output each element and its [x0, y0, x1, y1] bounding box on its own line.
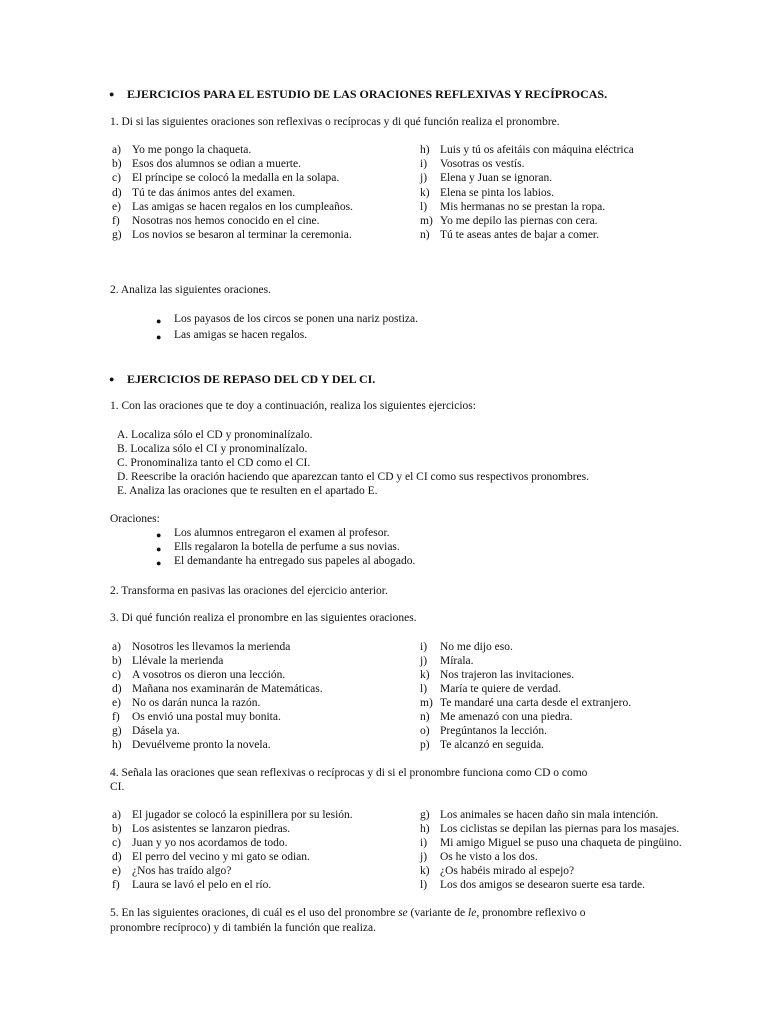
list-item: [112, 669, 285, 681]
list-item: [420, 669, 574, 681]
item-letter: e): [112, 865, 121, 877]
list-item: [420, 879, 645, 891]
item-letter: k): [420, 669, 430, 681]
item-letter: m): [420, 215, 433, 227]
list-item: [112, 809, 353, 821]
exercise-instruction-cont: pronombre recíproco) y di también la función que realiza.: [110, 922, 376, 934]
item-letter: e): [112, 200, 121, 213]
item-letter: h): [420, 823, 430, 835]
item-letter: a): [112, 641, 121, 653]
list-item: [420, 229, 599, 241]
list-item: [420, 201, 605, 213]
item-letter: g): [112, 725, 122, 737]
item-text: Llévale la merienda: [132, 655, 224, 667]
list-item: [420, 809, 658, 821]
item-letter: k): [420, 186, 430, 199]
item-letter: j): [420, 172, 428, 185]
item-letter: d): [112, 851, 122, 863]
item-letter: b): [112, 655, 122, 667]
item-text: Te alcanzó en seguida.: [440, 739, 544, 751]
item-letter: b): [112, 823, 122, 835]
item-letter: n): [420, 711, 430, 723]
item-letter: c): [112, 669, 121, 681]
list-item: [112, 641, 290, 653]
item-text: Os envió una postal muy bonita.: [132, 711, 281, 723]
item-letter: d): [112, 186, 122, 199]
exercise-instruction: 3. Di qué función realiza el pronombre en las siguientes oraciones.: [110, 612, 417, 624]
list-item: [420, 683, 561, 695]
item-letter: h): [420, 144, 430, 156]
list-item: Las amigas se hacen regalos.: [174, 329, 308, 341]
list-item: [112, 711, 281, 723]
item-letter: o): [420, 725, 430, 737]
item-text: Los animales se hacen daño sin mala intención.: [440, 809, 659, 821]
list-item: [420, 697, 631, 709]
item-letter: k): [420, 865, 430, 877]
item-letter: g): [112, 229, 122, 242]
list-bullet: ●: [156, 332, 162, 342]
item-text: Nosotras nos hemos conocido en el cine.: [132, 215, 320, 227]
list-item: Los alumnos entregaron el examen al profesor.: [174, 527, 390, 539]
exercise-instruction: 5. En las siguientes oraciones, di cuál es el uso del pronombre se (variante de le, pronombre reflexivo o: [110, 907, 586, 919]
list-item: [420, 655, 474, 667]
list-item: [112, 697, 260, 709]
item-text: Mi amigo Miguel se puso una chaqueta de pingüino.: [440, 837, 682, 849]
exercise-instruction: 4. Señala las oraciones que sean reflexivas o recíprocas y di si el pronombre funciona como CD o como: [110, 767, 588, 779]
item-text: Mañana nos examinarán de Matemáticas.: [132, 683, 323, 695]
item-text: A vosotros os dieron una lección.: [132, 669, 286, 681]
item-text: Te mandaré una carta desde el extranjero.: [440, 697, 632, 709]
list-item: [420, 187, 554, 199]
list-item: Los payasos de los circos se ponen una nariz postiza.: [174, 313, 418, 325]
exercise-instruction: 1. Di si las siguientes oraciones son reflexivas o recíprocas y di qué función realiza el pronombre.: [110, 116, 560, 128]
list-item: [112, 187, 295, 199]
item-letter: p): [420, 739, 430, 751]
item-text: Vosotras os vestís.: [440, 158, 525, 171]
item-text: Os he visto a los dos.: [440, 851, 538, 863]
task-item: B. Localiza sólo el CI y pronominalízalo.: [117, 443, 308, 455]
list-bullet: ●: [156, 544, 162, 554]
item-text: No os darán nunca la razón.: [132, 697, 261, 709]
item-letter: n): [420, 229, 430, 242]
item-letter: c): [112, 837, 121, 849]
item-letter: e): [112, 697, 121, 709]
list-item: [112, 851, 310, 863]
item-letter: l): [420, 879, 428, 891]
exercise-instruction-cont: CI.: [110, 781, 125, 793]
item-text: Juan y yo nos acordamos de todo.: [132, 837, 288, 849]
item-letter: a): [112, 144, 121, 156]
heading-bullet: ●: [109, 374, 115, 384]
list-item: [112, 144, 251, 156]
item-text: Los asistentes se lanzaron piedras.: [132, 823, 291, 835]
list-item: [112, 172, 339, 184]
item-text: Mis hermanas no se prestan la ropa.: [440, 200, 606, 213]
list-item: [420, 837, 682, 849]
list-item: El demandante ha entregado sus papeles al abogado.: [174, 555, 416, 567]
item-text: Yo me pongo la chaqueta.: [132, 144, 252, 156]
item-letter: j): [420, 851, 428, 863]
item-letter: f): [112, 711, 120, 723]
list-item: [420, 641, 513, 653]
list-item: [112, 158, 301, 170]
item-text: No me dijo eso.: [440, 641, 513, 653]
item-letter: g): [420, 809, 430, 821]
item-text: Tú te das ánimos antes del examen.: [132, 186, 296, 199]
item-letter: b): [112, 158, 122, 171]
list-item: [420, 215, 598, 227]
list-item: [112, 739, 271, 751]
item-letter: l): [420, 200, 428, 213]
list-item: [420, 711, 573, 723]
item-letter: j): [420, 655, 428, 667]
list-item: [112, 215, 319, 227]
task-item: D. Reescribe la oración haciendo que aparezcan tanto el CD y el CI como sus respectivos pronombres.: [117, 471, 589, 483]
item-letter: f): [112, 879, 120, 891]
item-text: Elena y Juan se ignoran.: [440, 172, 553, 185]
item-text: Pregúntanos la lección.: [440, 725, 547, 737]
list-item: [112, 879, 271, 891]
item-letter: h): [112, 739, 122, 751]
list-item: [112, 837, 288, 849]
item-text: Luis y tú os afeitáis con máquina eléctrica: [440, 144, 634, 156]
item-text: Esos dos alumnos se odian a muerte.: [132, 158, 301, 171]
list-item: [420, 823, 679, 835]
item-text: Devuélveme pronto la novela.: [132, 739, 271, 751]
list-item: Ells regalaron la botella de perfume a sus novias.: [174, 541, 400, 553]
list-item: [420, 851, 538, 863]
section-heading: EJERCICIOS DE REPASO DEL CD Y DEL CI.: [127, 372, 376, 386]
item-letter: i): [420, 641, 428, 653]
item-letter: c): [112, 172, 121, 185]
list-item: [420, 144, 634, 156]
item-text: Me amenazó con una piedra.: [440, 711, 573, 723]
item-text: Los ciclistas se depilan las piernas para los masajes.: [440, 823, 680, 835]
item-letter: a): [112, 809, 121, 821]
list-bullet: ●: [156, 558, 162, 568]
list-item: [420, 158, 524, 170]
list-item: [112, 229, 352, 241]
item-letter: m): [420, 697, 433, 709]
list-item: [420, 725, 547, 737]
list-item: [112, 865, 231, 877]
list-item: [112, 725, 180, 737]
item-text: Elena se pinta los labios.: [440, 186, 555, 199]
item-text: Los dos amigos se desearon suerte esa tarde.: [440, 879, 646, 891]
item-text: Laura se lavó el pelo en el río.: [132, 879, 272, 891]
oraciones-label: Oraciones:: [110, 513, 160, 525]
heading-bullet: ●: [109, 89, 115, 99]
exercise-instruction: 1. Con las oraciones que te doy a continuación, realiza los siguientes ejercicios:: [110, 400, 476, 412]
item-text: María te quiere de verdad.: [440, 683, 562, 695]
list-item: [112, 683, 323, 695]
exercise-instruction: 2. Transforma en pasivas las oraciones del ejercicio anterior.: [110, 585, 388, 597]
task-item: C. Pronominaliza tanto el CD como el CI.: [117, 457, 311, 469]
item-text: Tú te aseas antes de bajar a comer.: [440, 229, 600, 242]
item-text: Mírala.: [440, 655, 474, 667]
item-text: ¿Nos has traído algo?: [132, 865, 232, 877]
item-text: Los novios se besaron al terminar la ceremonia.: [132, 229, 352, 242]
list-item: [112, 201, 353, 213]
item-text: Las amigas se hacen regalos en los cumpleaños.: [132, 200, 353, 213]
item-text: ¿Os habéis mirado al espejo?: [440, 865, 575, 877]
item-text: El príncipe se colocó la medalla en la solapa.: [132, 172, 340, 185]
item-text: Dásela ya.: [132, 725, 180, 737]
item-text: El perro del vecino y mi gato se odian.: [132, 851, 310, 863]
item-letter: d): [112, 683, 122, 695]
item-letter: f): [112, 215, 120, 227]
item-letter: i): [420, 837, 428, 849]
list-item: [420, 172, 552, 184]
item-letter: l): [420, 683, 428, 695]
item-text: Yo me depilo las piernas con cera.: [440, 215, 598, 227]
list-item: [420, 739, 544, 751]
task-item: A. Localiza sólo el CD y pronominalízalo.: [117, 429, 313, 441]
section-heading: EJERCICIOS PARA EL ESTUDIO DE LAS ORACIONES REFLEXIVAS Y RECÍPROCAS.: [127, 87, 608, 101]
list-bullet: ●: [156, 316, 162, 326]
item-text: El jugador se colocó la espinillera por su lesión.: [132, 809, 353, 821]
list-bullet: ●: [156, 530, 162, 540]
list-item: [420, 865, 574, 877]
task-item: E. Analiza las oraciones que te resulten en el apartado E.: [117, 485, 378, 497]
exercise-instruction: 2. Analiza las siguientes oraciones.: [110, 284, 271, 296]
item-text: Nosotros les llevamos la merienda: [132, 641, 291, 653]
item-letter: i): [420, 158, 428, 171]
list-item: [112, 655, 223, 667]
list-item: [112, 823, 290, 835]
item-text: Nos trajeron las invitaciones.: [440, 669, 575, 681]
